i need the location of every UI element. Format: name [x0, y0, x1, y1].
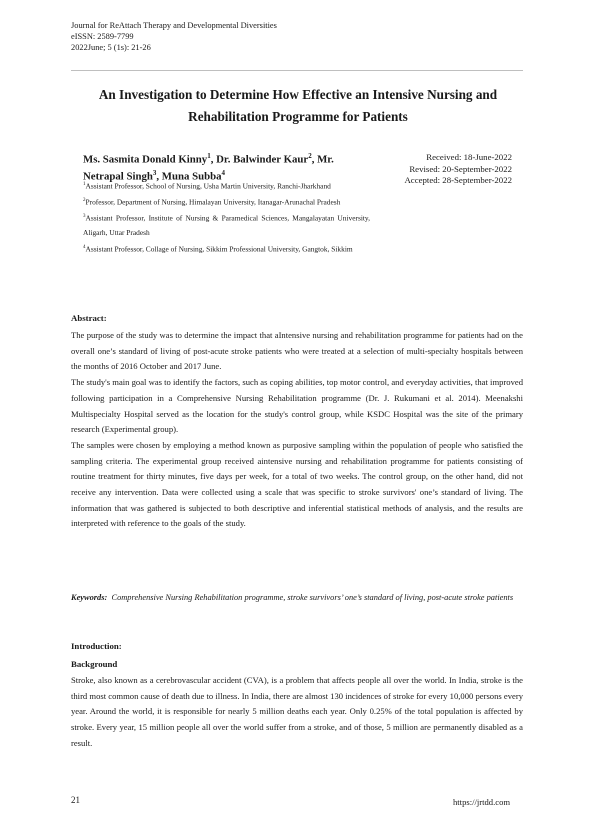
abstract-paragraph-2: The study's main goal was to identify the factors, such as coping abilities, top motor control, and everyday activities, that improved following participation in a Comprehensive Nursing Rehabilitation programme (Dr. J. Rukumani et al. 2014). Meenakshi Multispecialty Hospital served as the location for the study's control group, while KSDC Hospital was the site of the primary research (Experimental group). [71, 377, 523, 435]
affiliation-2: $^2$Professor, Department of Nursing, Himalayan University, Itanagar-Arunachal Pradesh [83, 197, 341, 207]
journal-issue: 2022June; 5 (1s): 21-26 [71, 43, 151, 52]
background-subheading: Background [71, 659, 118, 669]
article-dates [385, 152, 512, 187]
keywords-text: Comprehensive Nursing Rehabilitation programme, stroke survivors’ one’s standard of living, post-acute stroke patients [111, 593, 514, 602]
abstract-paragraph-1: The purpose of the study was to determine the impact that aIntensive nursing and rehabilitation programme for patients had on the overall one’s standard of living of post-acute stroke patients who were treated at a selection of multi-specialty hospitals between the months of 2016 October and 2017 June. [71, 330, 523, 372]
introduction-heading: Introduction: [71, 641, 122, 651]
accepted-date: Accepted: 28-September-2022 [404, 175, 512, 185]
affiliation-1: $^1$Assistant Professor, School of Nursing, Usha Martin University, Ranchi-Jharkhand [83, 181, 331, 191]
author-1: Ms. Sasmita Donald Kinny [83, 153, 208, 166]
journal-url[interactable]: https://jrtdd.com [453, 797, 511, 807]
journal-name: Journal for ReAttach Therapy and Developmental Diversities [71, 21, 277, 30]
abstract-paragraph-3: The samples were chosen by employing a method known as purposive sampling within the population of people who satisfied the sampling criteria. The experimental group received aintensive nursing and rehabilitation programme for patients consisting of routine treatment for thirty minutes, five days per week, for a total of two weeks. The control group, on the other hand, did not receive any intervention. Data were collected using a scale that was specific to stroke survivors' one’s standard of living. The information that was gathered is subjected to both descriptive and inferential statistical methods of analysis, and the results are interpreted with reference to the goals of the study. [71, 439, 523, 529]
header-divider [71, 70, 523, 71]
journal-header [71, 20, 277, 53]
author-2: Dr. Balwinder Kaur [216, 153, 309, 166]
revised-date: Revised: 20-September-2022 [409, 163, 512, 174]
introduction-body [71, 673, 523, 752]
author-3: Mr. Netrapal Singh [83, 153, 334, 183]
author-list: Ms. Sasmita Donald Kinny$^1$, Dr. Balwinder Kaur$^2$, Mr. Netrapal Singh$^3$, Muna Subba$^4$ [83, 152, 334, 183]
introduction-paragraph-1: Stroke, also known as a cerebrovascular accident (CVA), is a problem that affects people all over the world. In India, stroke is the third most common cause of death due to illness. In India, there are almost 130 incidences of stroke for every 10,000 persons every year. Around the world, it is responsible for nearly 5 million deaths each year. Only 0.25% of the total population is affected by stroke. Every year, 15 million people all over the world suffer from a stroke, and of those, 5 million are permanently disabled as a result. [71, 675, 523, 748]
abstract-body [71, 328, 523, 532]
keywords [71, 590, 523, 606]
journal-eissn: eISSN: 2589-7799 [71, 32, 134, 41]
abstract-heading: Abstract: [71, 313, 107, 323]
affiliations [83, 178, 370, 257]
affiliation-4: $^4$Assistant Professor, Collage of Nursing, Sikkim Professional University, Gangtok, Sikkim [83, 244, 353, 254]
affiliation-3: $^3$Assistant Professor, Institute of Nursing & Paramedical Sciences, Mangalayatan University, Aligarh, Uttar Pradesh [83, 213, 370, 238]
paper-title: An Investigation to Determine How Effective an Intensive Nursing and Rehabilitation Programme for Patients [98, 87, 498, 124]
keywords-label: Keywords: [71, 593, 108, 602]
page-number: 21 [71, 795, 80, 805]
received-date: Received: 18-June-2022 [426, 152, 512, 162]
author-4: Muna Subba [161, 170, 222, 183]
